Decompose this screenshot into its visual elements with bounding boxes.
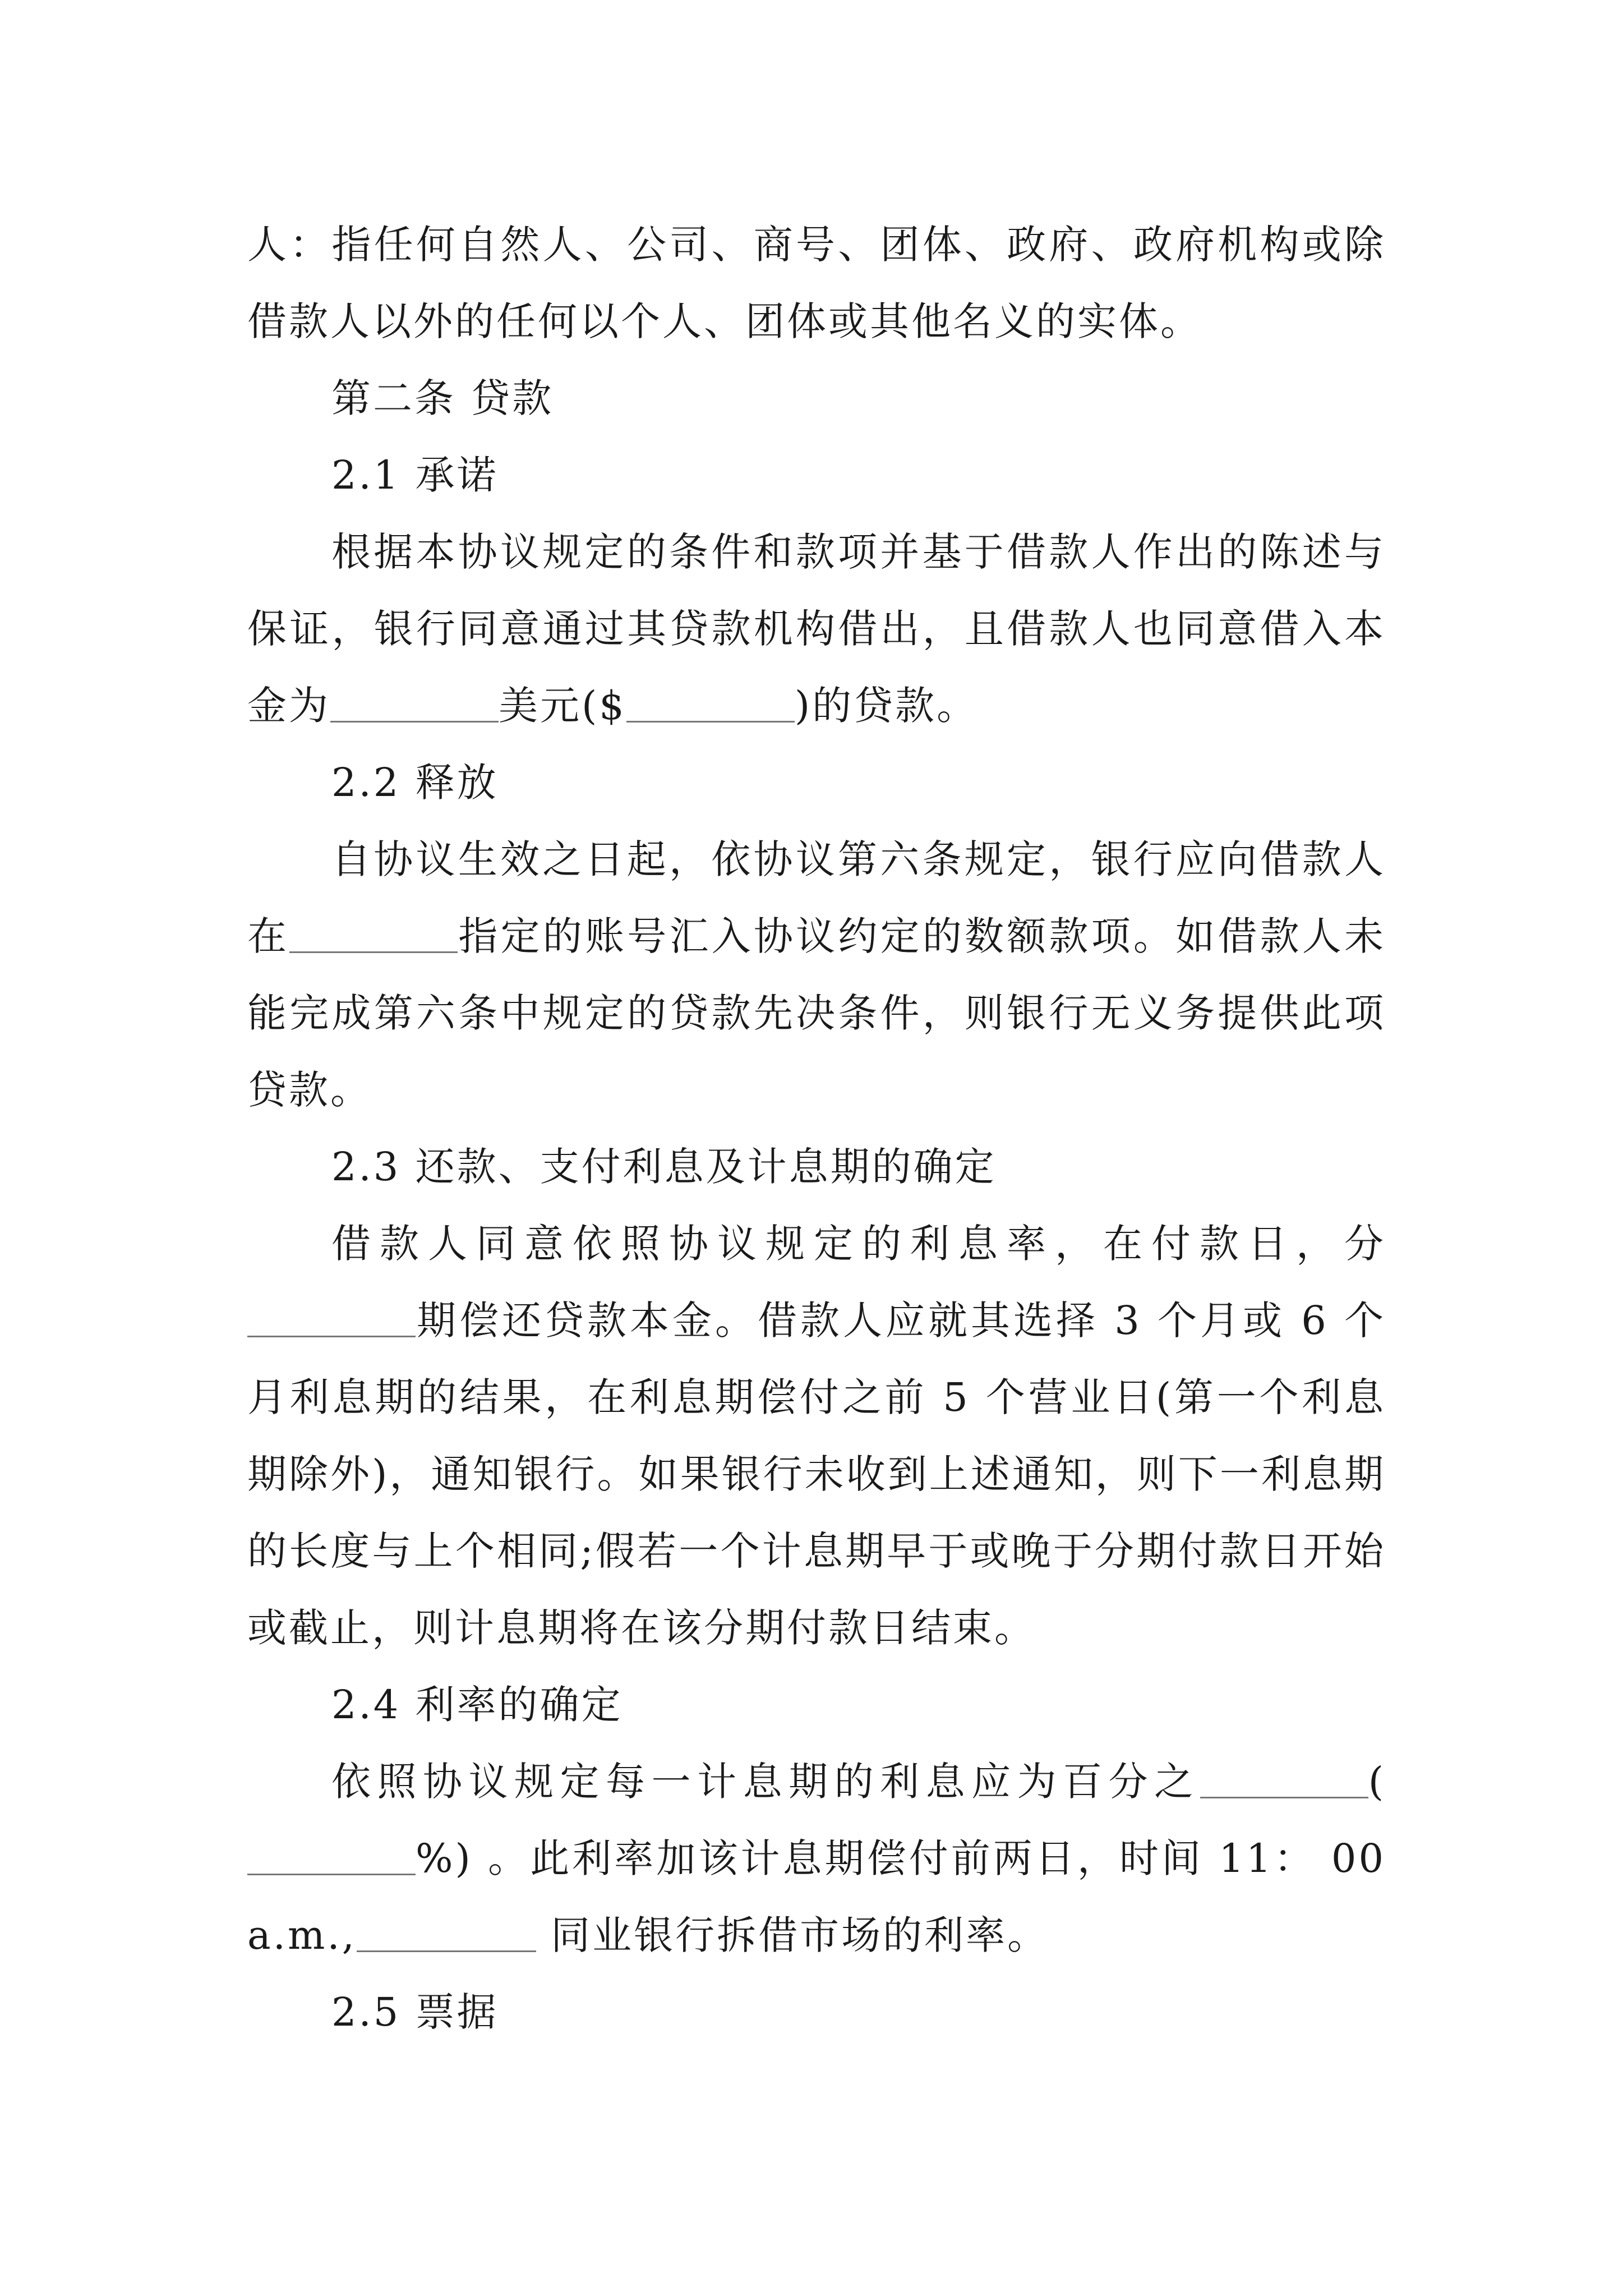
section-2-1-heading: 2.1 承诺 <box>331 452 499 498</box>
text-segment: ( <box>1368 1759 1386 1805</box>
text-segment: 借款人同意依照协议规定的利息率，在付款日，分 <box>331 1221 1386 1267</box>
blank-line <box>357 1911 536 1952</box>
blank-line <box>289 912 458 953</box>
section-2-3-paragraph <box>247 1205 1386 1667</box>
section-2-5-heading: 2.5 票据 <box>331 1989 499 2035</box>
article-2-heading: 第二条 贷款 <box>331 375 554 421</box>
text-segment: 自协议生效之日起，依协议第六条规定，银行应向借款人在 <box>247 836 1386 959</box>
text-segment: 指定的账号汇入协议约定的数额款项。如借款人未能完成第六条中规定的贷款先决条件，则银行无义务提供此项贷款。 <box>247 913 1386 1113</box>
text-segment: 依照协议规定每一计息期的利息应为百分之 <box>331 1759 1200 1805</box>
section-2-2-paragraph <box>247 821 1386 1129</box>
blank-line <box>247 1296 416 1337</box>
text-segment: %) 。此利率加该计息期偿付前两日，时间 11： 00 a.m., <box>247 1835 1386 1958</box>
text-segment: 根据本协议规定的条件和款项并基于借款人作出的陈述与保证，银行同意通过其贷款机构借出，且借款人也同意借入本金为 <box>247 529 1386 729</box>
section-2-4-heading: 2.4 利率的确定 <box>331 1682 623 1728</box>
text-segment: 期偿还贷款本金。借款人应就其选择 3 个月或 6 个月利息期的结果，在利息期偿付之前 5 个营业日(第一个利息期除外)，通知银行。如果银行未收到上述通知，则下一利息期的长度与上个相同;假若一个计息期早于或晚于分期付款日开始或截止，则计息期将在该分期付款日结束。 <box>247 1297 1386 1651</box>
blank-line <box>330 682 499 723</box>
section-2-2-heading: 2.2 释放 <box>331 760 499 806</box>
text-segment: 美元($ <box>499 683 626 729</box>
document-body <box>247 206 1386 2051</box>
blank-line <box>1200 1757 1368 1798</box>
section-2-3-heading: 2.3 还款、支付利息及计息期的确定 <box>331 1144 997 1190</box>
text-segment: 同业银行拆借市场的利率。 <box>536 1912 1049 1958</box>
blank-line <box>247 1834 416 1875</box>
blank-line <box>626 682 795 723</box>
paragraph-definition-person: 人：指任何自然人、公司、商号、团体、政府、政府机构或除借款人以外的任何以个人、团体或其他名义的实体。 <box>247 222 1386 344</box>
section-2-4-paragraph <box>247 1743 1386 1974</box>
section-2-1-paragraph <box>247 514 1386 744</box>
text-segment: )的贷款。 <box>794 683 979 729</box>
